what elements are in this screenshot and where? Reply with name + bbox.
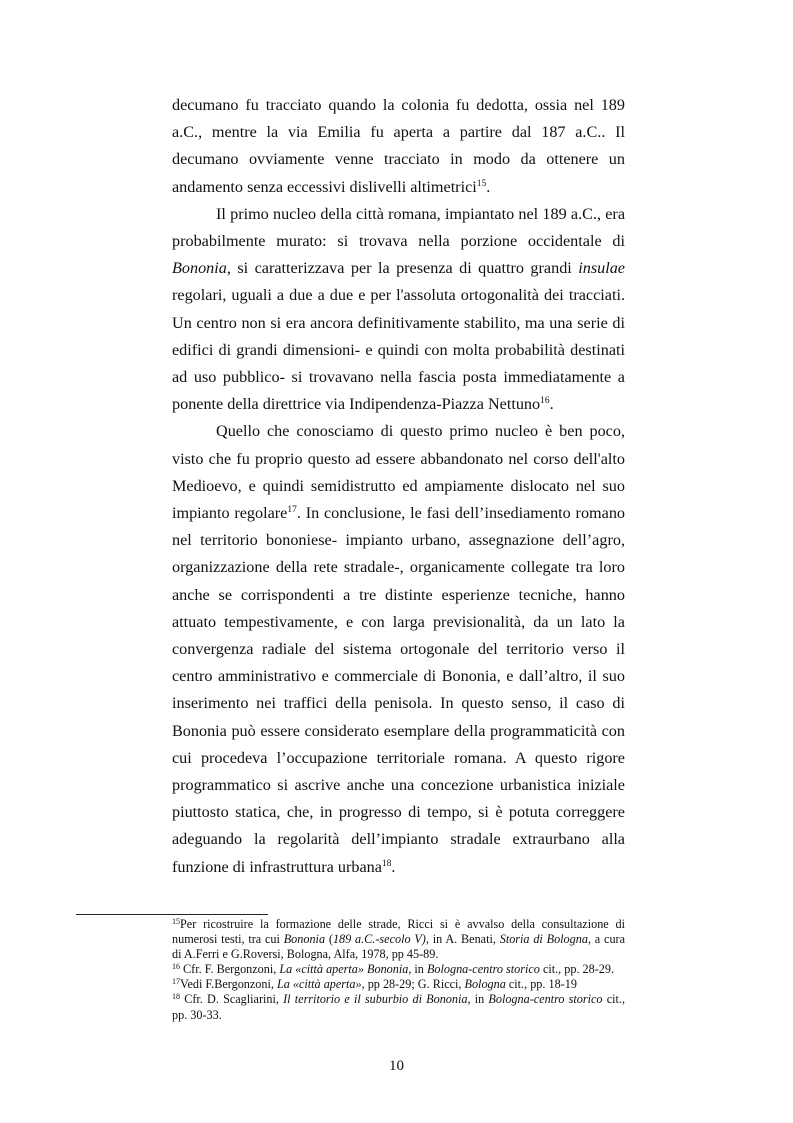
footnote-ref-17[interactable]: 17 — [287, 505, 297, 516]
footnote-18-number: 18 — [172, 992, 180, 1002]
footnote-16-number: 16 — [172, 962, 180, 972]
footnote-18-italic-2: Bologna-centro storico — [488, 992, 603, 1007]
footnote-16 — [172, 962, 625, 977]
footnote-16-text-2: , in — [408, 962, 427, 977]
paragraph-3 — [172, 418, 625, 880]
paragraph-1-end: . — [486, 177, 491, 196]
footnote-15-italic-2: 189 a.C.-secolo V) — [332, 932, 426, 947]
footnote-16-text-1: Cfr. F. Bergonzoni, — [180, 962, 280, 977]
footnote-16-italic-1: La «città aperta» Bononia — [279, 962, 409, 977]
footnote-15-number: 15 — [172, 917, 180, 926]
body-text — [172, 92, 625, 881]
paragraph-3-text-a: Quello che conosciamo di questo primo nucleo è ben poco, visto che fu proprio questo ad essere abbandonato nel corso dell'alto Medioevo, e quindi semidistrutto ed ampiamente dislocato nel suo impianto regolare — [172, 422, 625, 523]
footnote-18 — [172, 992, 625, 1022]
paragraph-1-text: decumano fu tracciato quando la colonia fu dedotta, ossia nel 189 a.C., mentre la via Emilia fu aperta a partire dal 187 a.C.. Il decumano ovviamente venne tracciato in modo da ottenere un andamento senza eccessivi dislivelli altimetrici — [172, 96, 625, 196]
footnote-17-italic-2: Bologna — [464, 977, 506, 992]
paragraph-1 — [172, 92, 625, 201]
footnote-ref-15[interactable]: 15 — [476, 178, 487, 189]
footnote-separator — [76, 914, 268, 915]
footnote-18-text-2: , in — [467, 992, 489, 1007]
footnotes — [172, 917, 625, 1023]
paragraph-2-text-c: regolari, uguali a due a due e per l'assoluta ortogonalità dei tracciati. Un centro non si era ancora definitivamente stabilito, ma una serie di edifici di grandi dimensioni- e quindi con molta probabilità destinati ad uso pubblico- si trovavano nella fascia posta immediatamente a ponente della direttrice via Indipendenza-Piazza Nettuno — [172, 286, 625, 414]
footnote-15-text-2: ( — [325, 932, 333, 947]
paragraph-2 — [172, 201, 625, 419]
paragraph-2-italic-insulae: insulae — [578, 259, 625, 278]
footnote-17-text-1: Vedi F.Bergonzoni, — [180, 977, 277, 992]
footnote-15 — [172, 917, 625, 962]
footnote-15-text-1: Per ricostruire la formazione delle strade, Ricci si è avvalso della consultazione di numerosi testi, tra cui — [172, 917, 625, 947]
footnote-18-italic-1: Il territorio e il suburbio di Bononia — [283, 992, 468, 1007]
paragraph-2-text-a: Il primo nucleo della città romana, impiantato nel 189 a.C., era probabilmente murato: si trovava nella porzione occidentale di — [172, 204, 625, 251]
footnote-17-text-2: , pp 28-29; G. Ricci, — [361, 977, 465, 992]
footnote-18-text-3: cit., pp. 30-33. — [172, 992, 625, 1022]
paragraph-3-end: . — [391, 857, 396, 876]
paragraph-2-end: . — [549, 395, 554, 414]
footnote-17-text-3: cit., pp. 18-19 — [505, 977, 577, 992]
footnote-16-text-3: cit., pp. 28-29. — [539, 962, 615, 977]
footnote-15-text-3: , in A. Benati, — [425, 932, 500, 947]
footnote-17-italic-1: La «città aperta» — [276, 977, 362, 992]
footnote-ref-18[interactable]: 18 — [381, 858, 392, 869]
footnote-16-italic-2: Bologna-centro storico — [426, 962, 540, 977]
paragraph-2-text-b: , si caratterizzava per la presenza di quattro grandi — [226, 259, 579, 278]
page-number: 10 — [389, 1058, 404, 1074]
footnote-15-italic-3: Storia di Bologna — [499, 932, 588, 947]
paragraph-3-text-b: . In conclusione, le fasi dell’insediamento romano nel territorio bononiese- impianto urbano, assegnazione dell’agro, organizzazione della rete stradale-, organicamente collegate tra loro anche se corrispondenti a tre distinte esperienze tecniche, hanno attuato tempestivamente, e con larga previsionalità, da un lato la convergenza radiale del sistema ortogonale del territorio verso il centro amministrativo e commerciale di Bononia, e dall’altro, il suo inserimento nei traffici della penisola. In questo senso, il caso di Bononia può essere considerato esemplare della programmaticità con cui procedeva l’occupazione territoriale romana. A questo rigore programmatico si ascrive anche una concezione urbanistica iniziale piuttosto statica, che, in progresso di tempo, si è potuta correggere adeguando la regolarità dell’impianto stradale extraurbano alla funzione di infrastruttura urbana — [172, 504, 626, 876]
footnote-17-number: 17 — [172, 977, 180, 987]
footnote-18-text-1: Cfr. D. Scagliarini, — [180, 992, 284, 1007]
footnote-ref-16[interactable]: 16 — [540, 396, 550, 407]
footnote-15-italic-1: Bononia — [283, 932, 326, 947]
paragraph-2-italic-bononia: Bononia — [172, 259, 227, 278]
footnote-15-text-4: , a cura di A.Ferri e G.Roversi, Bologna, Alfa, 1978, pp 45-89. — [172, 932, 626, 962]
footnote-17 — [172, 977, 625, 992]
